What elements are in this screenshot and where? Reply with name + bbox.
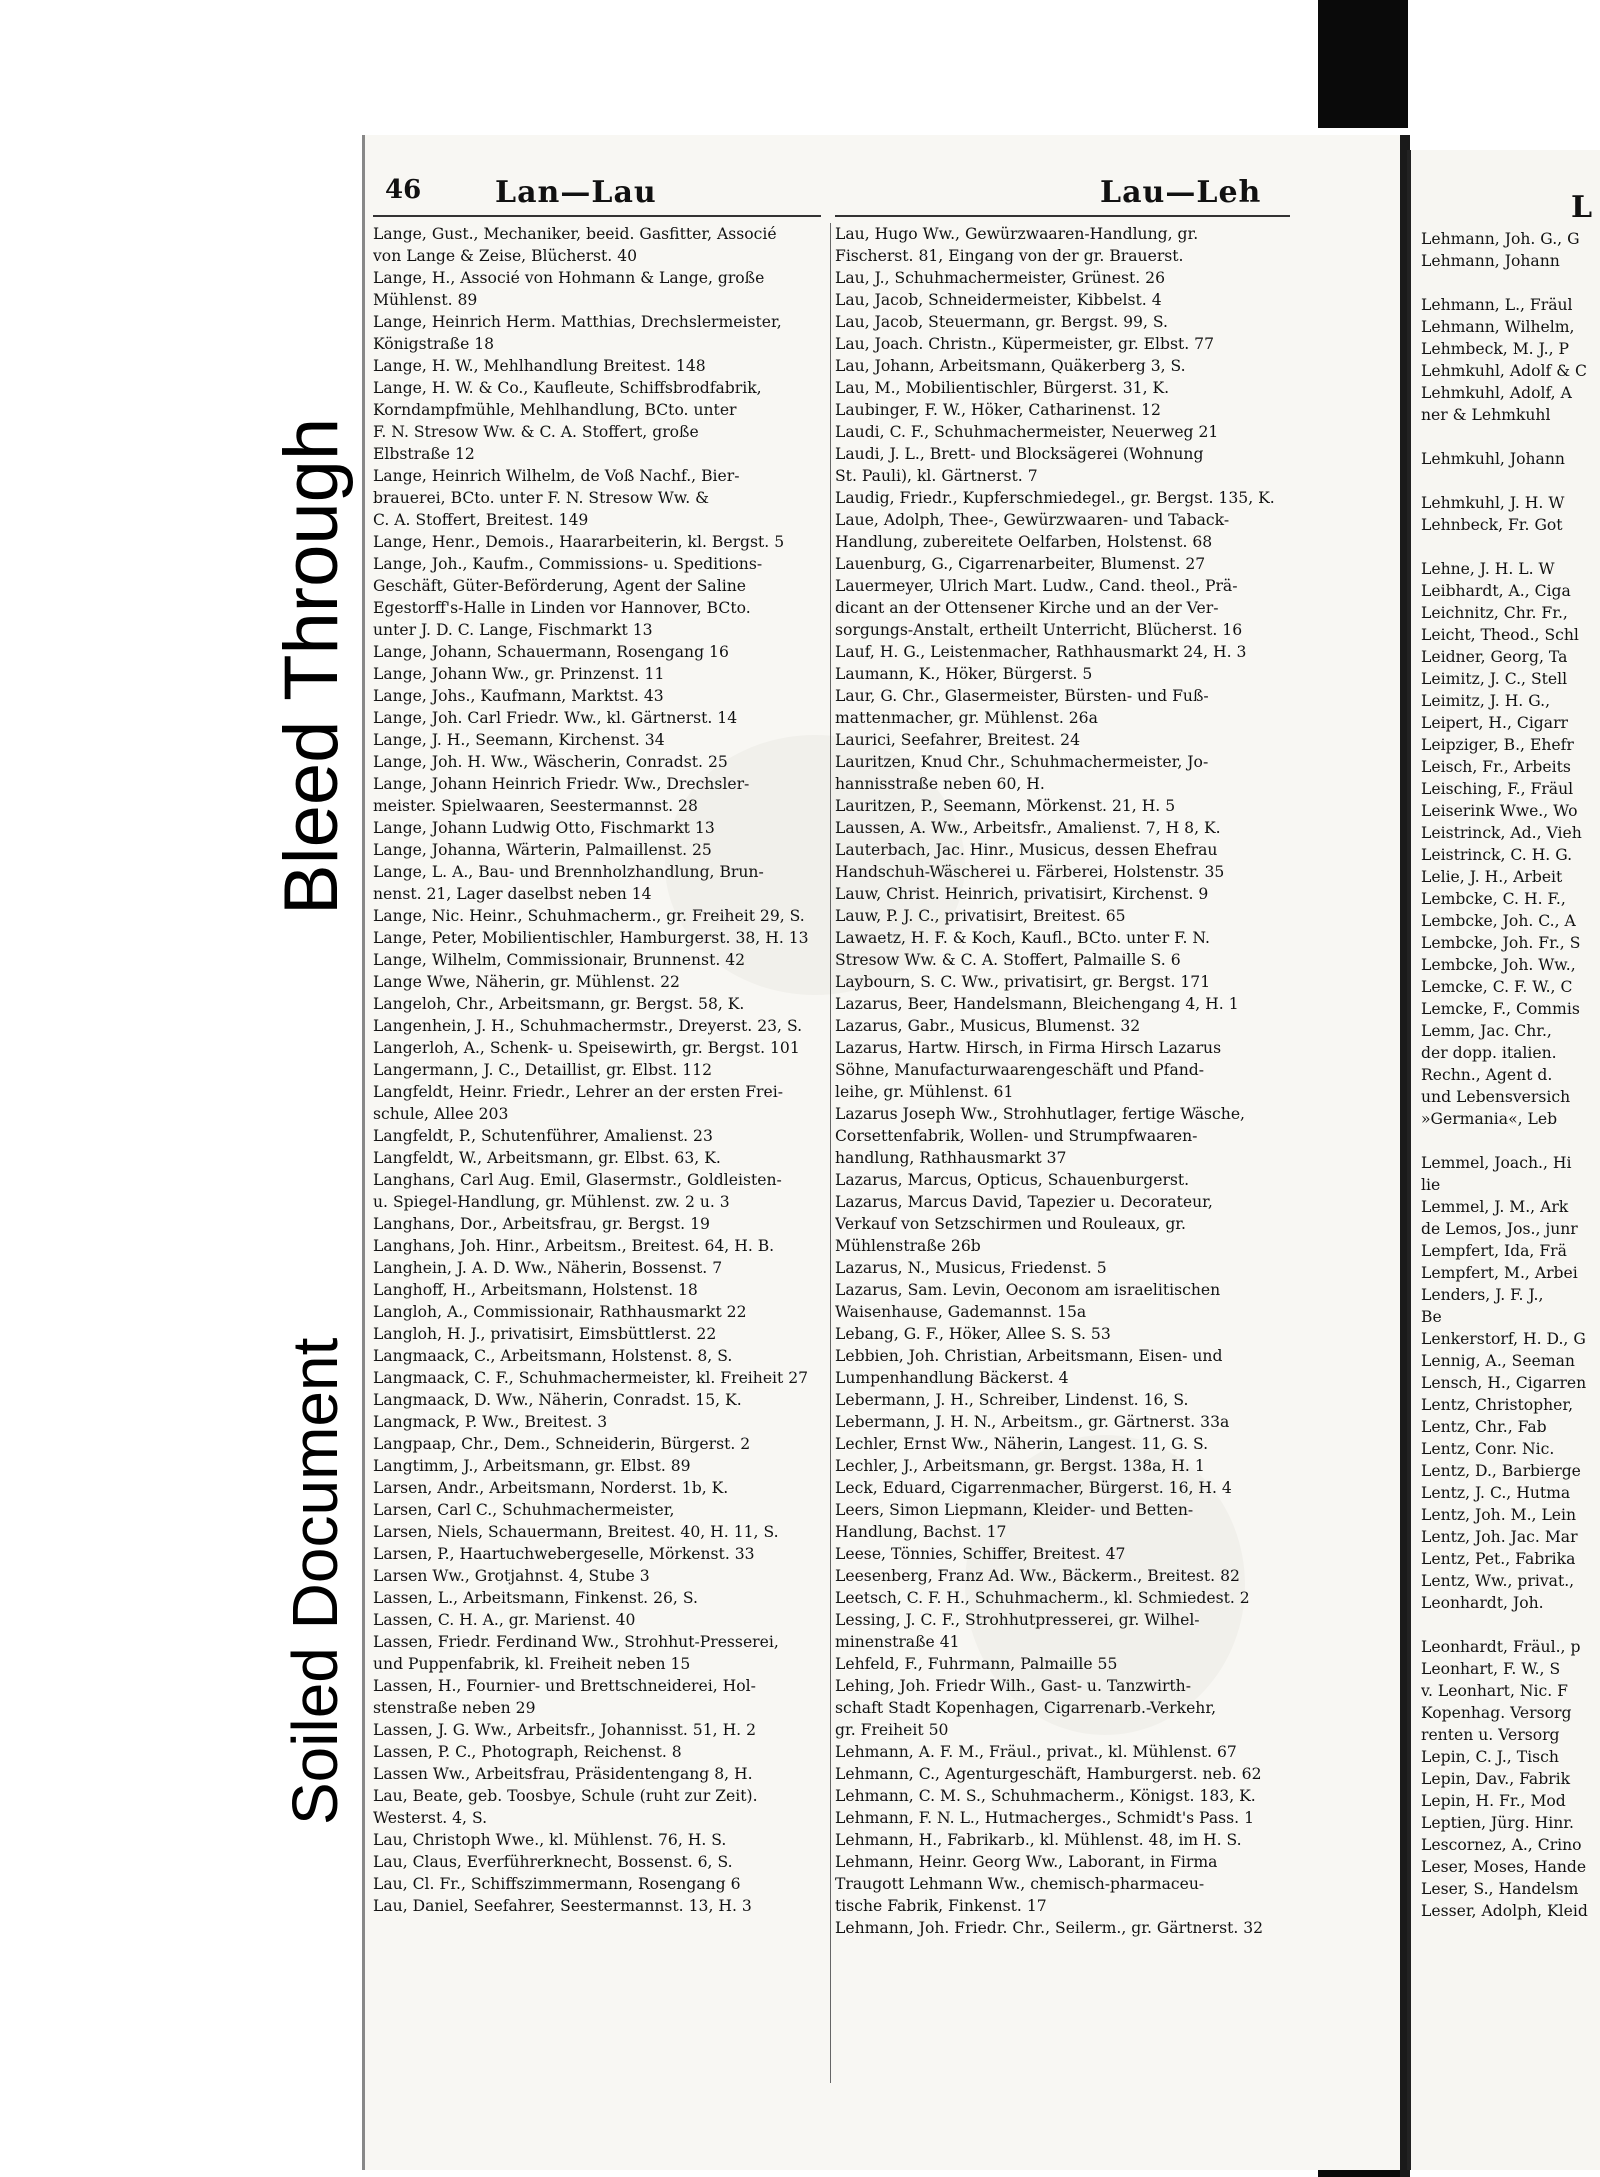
directory-entry-line: u. Spiegel-Handlung, gr. Mühlenst. zw. 2 u. 3 bbox=[373, 1193, 730, 1211]
directory-entry-line: Lehmann, Wilhelm, bbox=[1421, 318, 1575, 336]
running-header-right: Lau—Leh bbox=[1100, 175, 1262, 210]
directory-entry-line: Langhans, Carl Aug. Emil, Glasermstr., Goldleisten- bbox=[373, 1171, 782, 1189]
directory-entry-line: dicant an der Ottensener Kirche und an der Ver- bbox=[835, 599, 1219, 617]
directory-entry-line: Lemcke, F., Commis bbox=[1421, 1000, 1580, 1018]
directory-entry-line: Lembcke, Joh. C., A bbox=[1421, 912, 1576, 930]
directory-entry-line: Lau, Cl. Fr., Schiffszimmermann, Rosengang 6 bbox=[373, 1875, 741, 1893]
directory-entry-line: Laur, G. Chr., Glasermeister, Bürsten- und Fuß- bbox=[835, 687, 1209, 705]
directory-entry-line: Lange, Johanna, Wärterin, Palmaillenst. 25 bbox=[373, 841, 712, 859]
directory-entry-line: Lauw, Christ. Heinrich, privatisirt, Kirchenst. 9 bbox=[835, 885, 1209, 903]
directory-entry-line: Leesenberg, Franz Ad. Ww., Bäckerm., Breitest. 82 bbox=[835, 1567, 1240, 1585]
directory-entry-line: Lessing, J. C. F., Strohhutpresserei, gr. Wilhel- bbox=[835, 1611, 1200, 1629]
directory-entry-line: Lehmkuhl, Adolf & C bbox=[1421, 362, 1587, 380]
directory-entry-line: Lassen, J. G. Ww., Arbeitsfr., Johannisst. 51, H. 2 bbox=[373, 1721, 756, 1739]
directory-entry-line: C. A. Stoffert, Breitest. 149 bbox=[373, 511, 589, 529]
directory-entry-line bbox=[1421, 1614, 1600, 1636]
directory-entry-line: Lepin, Dav., Fabrik bbox=[1421, 1770, 1571, 1788]
directory-entry-line: Leiserink Wwe., Wo bbox=[1421, 802, 1578, 820]
directory-entry-line: Lange, Johann Ludwig Otto, Fischmarkt 13 bbox=[373, 819, 715, 837]
directory-entry-line: Lehmann, Joh. Friedr. Chr., Seilerm., gr. Gärtnerst. 32 bbox=[835, 1919, 1264, 1937]
directory-entry-line: Lepin, C. J., Tisch bbox=[1421, 1748, 1559, 1766]
directory-entry-line: Lau, J., Schuhmachermeister, Grünest. 26 bbox=[835, 269, 1166, 287]
directory-entry-line: Leisching, F., Fräul bbox=[1421, 780, 1574, 798]
directory-entry-line: Lange, Joh. Carl Friedr. Ww., kl. Gärtnerst. 14 bbox=[373, 709, 738, 727]
adjacent-page-fragment bbox=[1407, 150, 1600, 2170]
directory-entry-line: hannisstraße neben 60, H. bbox=[835, 775, 1045, 793]
directory-entry-line: Lazarus, Sam. Levin, Oeconom am israelitischen bbox=[835, 1281, 1221, 1299]
directory-entry-line: Lazarus, Hartw. Hirsch, in Firma Hirsch Lazarus bbox=[835, 1039, 1222, 1057]
directory-entry-line: lie bbox=[1421, 1176, 1441, 1194]
directory-entry-line: brauerei, BCto. unter F. N. Stresow Ww. & bbox=[373, 489, 710, 507]
directory-entry-line: Handlung, zubereitete Oelfarben, Holstenst. 68 bbox=[835, 533, 1213, 551]
directory-entry-line: Leese, Tönnies, Schiffer, Breitest. 47 bbox=[835, 1545, 1126, 1563]
side-label-panel bbox=[0, 0, 360, 2177]
directory-entry-line: Leck, Eduard, Cigarrenmacher, Bürgerst. 16, H. 4 bbox=[835, 1479, 1232, 1497]
directory-entry-line: Lassen, Friedr. Ferdinand Ww., Strohhut-Presserei, bbox=[373, 1633, 779, 1651]
directory-entry-line: Lemm, Jac. Chr., bbox=[1421, 1022, 1552, 1040]
directory-entry-line: tische Fabrik, Finkenst. 17 bbox=[835, 1897, 1047, 1915]
directory-entry-line: Laudi, C. F., Schuhmachermeister, Neuerweg 21 bbox=[835, 423, 1219, 441]
directory-entry-line: Lehne, J. H. L. W bbox=[1421, 560, 1555, 578]
directory-entry-line: Laubinger, F. W., Höker, Catharinenst. 12 bbox=[835, 401, 1161, 419]
directory-entry-line: Lau, Joach. Christn., Küpermeister, gr. Elbst. 77 bbox=[835, 335, 1215, 353]
directory-entry-line bbox=[1421, 470, 1600, 492]
directory-entry-line: Lehfeld, F., Fuhrmann, Palmaille 55 bbox=[835, 1655, 1118, 1673]
page-number: 46 bbox=[385, 175, 422, 205]
directory-entry-line: Lehnbeck, Fr. Got bbox=[1421, 516, 1563, 534]
directory-entry-line: Lentz, Conr. Nic. bbox=[1421, 1440, 1555, 1458]
directory-entry-line: Lau, Jacob, Schneidermeister, Kibbelst. 4 bbox=[835, 291, 1162, 309]
directory-entry-line: Lauritzen, Knud Chr., Schuhmachermeister, Jo- bbox=[835, 753, 1209, 771]
directory-entry-line: Larsen Ww., Grotjahnst. 4, Stube 3 bbox=[373, 1567, 650, 1585]
directory-entry-line: Lentz, Joh. Jac. Mar bbox=[1421, 1528, 1578, 1546]
directory-entry-line: Laussen, A. Ww., Arbeitsfr., Amalienst. 7, H 8, K. bbox=[835, 819, 1221, 837]
directory-entry-line: Lauritzen, P., Seemann, Mörkenst. 21, H. 5 bbox=[835, 797, 1176, 815]
directory-entry-line: Lehmann, H., Fabrikarb., kl. Mühlenst. 48, im H. S. bbox=[835, 1831, 1242, 1849]
directory-entry-line: Lehmann, C., Agenturgeschäft, Hamburgerst. neb. 62 bbox=[835, 1765, 1262, 1783]
gutter-shadow-top bbox=[1318, 0, 1408, 128]
directory-entry-line: Langmaack, D. Ww., Näherin, Conradst. 15, K. bbox=[373, 1391, 742, 1409]
directory-entry-line: Lensch, H., Cigarren bbox=[1421, 1374, 1587, 1392]
directory-entry-line: Lebermann, J. H., Schreiber, Lindenst. 16, S. bbox=[835, 1391, 1189, 1409]
directory-entry-line: Lazarus, Gabr., Musicus, Blumenst. 32 bbox=[835, 1017, 1141, 1035]
directory-entry-line: Lau, Daniel, Seefahrer, Seestermannst. 13, H. 3 bbox=[373, 1897, 752, 1915]
directory-entry-line: Waisenhause, Gademannst. 15a bbox=[835, 1303, 1087, 1321]
directory-entry-line: Lauf, H. G., Leistenmacher, Rathhausmarkt 24, H. 3 bbox=[835, 643, 1247, 661]
directory-entry-line: Lentz, D., Barbierge bbox=[1421, 1462, 1581, 1480]
directory-entry-line: Lange, Joh., Kaufm., Commissions- u. Speditions- bbox=[373, 555, 763, 573]
directory-entry-line: Langhoff, H., Arbeitsmann, Holstenst. 18 bbox=[373, 1281, 698, 1299]
directory-entry-line: Westerst. 4, S. bbox=[373, 1809, 488, 1827]
directory-entry-line: Lassen, L., Arbeitsmann, Finkenst. 26, S. bbox=[373, 1589, 698, 1607]
directory-entry-line: Langhans, Joh. Hinr., Arbeitsm., Breitest. 64, H. B. bbox=[373, 1237, 775, 1255]
directory-entry-line: Lange, H. W. & Co., Kaufleute, Schiffsbrodfabrik, bbox=[373, 379, 762, 397]
directory-entry-line: Lehmann, L., Fräul bbox=[1421, 296, 1573, 314]
directory-entry-line: Lange, Heinrich Herm. Matthias, Drechslermeister, bbox=[373, 313, 782, 331]
directory-entry-line: Lenkerstorf, H. D., G bbox=[1421, 1330, 1586, 1348]
directory-entry-line: Lembcke, Joh. Ww., bbox=[1421, 956, 1576, 974]
directory-entry-line: minenstraße 41 bbox=[835, 1633, 960, 1651]
directory-entry-line: leihe, gr. Mühlenst. 61 bbox=[835, 1083, 1014, 1101]
directory-entry-line: Leetsch, C. F. H., Schuhmacherm., kl. Schmiedest. 2 bbox=[835, 1589, 1250, 1607]
directory-entry-line: F. N. Stresow Ww. & C. A. Stoffert, große bbox=[373, 423, 699, 441]
directory-entry-line: gr. Freiheit 50 bbox=[835, 1721, 949, 1739]
column-right bbox=[1421, 228, 1600, 1922]
directory-entry-line: Leistrinck, Ad., Vieh bbox=[1421, 824, 1582, 842]
directory-entry-line: Langfeldt, Heinr. Friedr., Lehrer an der ersten Frei- bbox=[373, 1083, 783, 1101]
directory-entry-line: Egestorff's-Halle in Linden vor Hannover, BCto. bbox=[373, 599, 751, 617]
directory-entry-line bbox=[1421, 426, 1600, 448]
directory-entry-line: Leichnitz, Chr. Fr., bbox=[1421, 604, 1568, 622]
directory-entry-line: Lassen, C. H. A., gr. Marienst. 40 bbox=[373, 1611, 636, 1629]
directory-entry-line: Laudi, J. L., Brett- und Blocksägerei (Wohnung bbox=[835, 445, 1204, 463]
directory-entry-line: Leipziger, B., Ehefr bbox=[1421, 736, 1574, 754]
column-left bbox=[373, 223, 826, 1917]
directory-page bbox=[362, 135, 1403, 2170]
directory-entry-line: Lennig, A., Seeman bbox=[1421, 1352, 1575, 1370]
directory-entry-line bbox=[1421, 536, 1600, 558]
directory-entry-line: Korndampfmühle, Mehlhandlung, BCto. unter bbox=[373, 401, 737, 419]
directory-entry-line: stenstraße neben 29 bbox=[373, 1699, 536, 1717]
directory-entry-line: Lesser, Adolph, Kleid bbox=[1421, 1902, 1588, 1920]
directory-entry-line: Lange, Nic. Heinr., Schuhmacherm., gr. Freiheit 29, S. bbox=[373, 907, 805, 925]
directory-entry-line: Lau, Christoph Wwe., kl. Mühlenst. 76, H. S. bbox=[373, 1831, 727, 1849]
directory-entry-line: Lau, Johann, Arbeitsmann, Quäkerberg 3, S. bbox=[835, 357, 1186, 375]
directory-entry-line: unter J. D. C. Lange, Fischmarkt 13 bbox=[373, 621, 653, 639]
directory-entry-line: Lange, Johann Heinrich Friedr. Ww., Drechsler- bbox=[373, 775, 750, 793]
directory-entry-line: Lazarus Joseph Ww., Strohhutlager, fertige Wäsche, bbox=[835, 1105, 1246, 1123]
column-separator bbox=[830, 223, 831, 2083]
directory-entry-line: Stresow Ww. & C. A. Stoffert, Palmaille S. 6 bbox=[835, 951, 1181, 969]
running-header-left: Lan—Lau bbox=[495, 175, 657, 210]
directory-entry-line: Lembcke, C. H. F., bbox=[1421, 890, 1566, 908]
directory-entry-line: Lebbien, Joh. Christian, Arbeitsmann, Eisen- und bbox=[835, 1347, 1223, 1365]
directory-entry-line: Leimitz, J. H. G., bbox=[1421, 692, 1551, 710]
directory-entry-line: Lange, J. H., Seemann, Kirchenst. 34 bbox=[373, 731, 665, 749]
directory-entry-line: Lazarus, N., Musicus, Friedenst. 5 bbox=[835, 1259, 1107, 1277]
directory-entry-line: Lau, M., Mobilientischler, Bürgerst. 31, K. bbox=[835, 379, 1170, 397]
directory-entry-line: Be bbox=[1421, 1308, 1442, 1326]
directory-entry-line: Lehmkuhl, J. H. W bbox=[1421, 494, 1565, 512]
directory-entry-line: Leser, S., Handelsm bbox=[1421, 1880, 1579, 1898]
directory-entry-line: Lange, H. W., Mehlhandlung Breitest. 148 bbox=[373, 357, 706, 375]
directory-entry-line: Langloh, A., Commissionair, Rathhausmarkt 22 bbox=[373, 1303, 747, 1321]
directory-entry-line: Lazarus, Marcus, Opticus, Schauenburgerst. bbox=[835, 1171, 1190, 1189]
directory-entry-line: Lepin, H. Fr., Mod bbox=[1421, 1792, 1566, 1810]
directory-entry-line: Laumann, K., Höker, Bürgerst. 5 bbox=[835, 665, 1093, 683]
directory-entry-line: Lempfert, Ida, Frä bbox=[1421, 1242, 1567, 1260]
column-middle bbox=[835, 223, 1290, 1939]
directory-entry-line: Lehmann, F. N. L., Hutmacherges., Schmidt's Pass. 1 bbox=[835, 1809, 1254, 1827]
directory-entry-line: Larsen, Andr., Arbeitsmann, Norderst. 1b, K. bbox=[373, 1479, 729, 1497]
directory-entry-line: Lawaetz, H. F. & Koch, Kaufl., BCto. unter F. N. bbox=[835, 929, 1211, 947]
directory-entry-line: ner & Lehmkuhl bbox=[1421, 406, 1551, 424]
directory-entry-line: Lehmann, Heinr. Georg Ww., Laborant, in Firma bbox=[835, 1853, 1218, 1871]
directory-entry-line: Lange, Johann, Schauermann, Rosengang 16 bbox=[373, 643, 729, 661]
directory-entry-line: Lelie, J. H., Arbeit bbox=[1421, 868, 1563, 886]
directory-entry-line: Lebermann, J. H. N., Arbeitsm., gr. Gärtnerst. 33a bbox=[835, 1413, 1230, 1431]
directory-entry-line: Lechler, J., Arbeitsmann, gr. Bergst. 138a, H. 1 bbox=[835, 1457, 1205, 1475]
directory-entry-line: Laue, Adolph, Thee-, Gewürzwaaren- und Taback- bbox=[835, 511, 1230, 529]
directory-entry-line: Lazarus, Marcus David, Tapezier u. Decorateur, bbox=[835, 1193, 1213, 1211]
directory-entry-line: Lange, Gust., Mechaniker, beeid. Gasfitter, Associé bbox=[373, 225, 777, 243]
directory-entry-line: Lehmkuhl, Johann bbox=[1421, 450, 1565, 468]
directory-entry-line: mattenmacher, gr. Mühlenst. 26a bbox=[835, 709, 1098, 727]
directory-entry-line: Lange, Henr., Demois., Haararbeiterin, kl. Bergst. 5 bbox=[373, 533, 785, 551]
directory-entry-line: Lentz, Pet., Fabrika bbox=[1421, 1550, 1576, 1568]
directory-entry-line: Leicht, Theod., Schl bbox=[1421, 626, 1579, 644]
directory-entry-line: Mühlenst. 89 bbox=[373, 291, 478, 309]
directory-entry-line: Traugott Lehmann Ww., chemisch-pharmaceu- bbox=[835, 1875, 1205, 1893]
directory-entry-line: Lentz, J. C., Hutma bbox=[1421, 1484, 1571, 1502]
header-rule-left bbox=[373, 215, 821, 217]
directory-entry-line: Fischerst. 81, Eingang von der gr. Brauerst. bbox=[835, 247, 1184, 265]
directory-entry-line: Langfeldt, W., Arbeitsmann, gr. Elbst. 63, K. bbox=[373, 1149, 721, 1167]
bleed-through-label: Bleed Through bbox=[269, 417, 354, 915]
directory-entry-line: Lassen, P. C., Photograph, Reichenst. 8 bbox=[373, 1743, 682, 1761]
directory-entry-line: »Germania«, Leb bbox=[1421, 1110, 1558, 1128]
directory-entry-line: Lehing, Joh. Friedr Wilh., Gast- u. Tanzwirth- bbox=[835, 1677, 1191, 1695]
directory-entry-line: Langeloh, Chr., Arbeitsmann, gr. Bergst. 58, K. bbox=[373, 995, 745, 1013]
directory-entry-line: Lange, Johs., Kaufmann, Marktst. 43 bbox=[373, 687, 664, 705]
directory-entry-line: Langhans, Dor., Arbeitsfrau, gr. Bergst. 19 bbox=[373, 1215, 710, 1233]
directory-entry-line: Lehmann, C. M. S., Schuhmacherm., Königst. 183, K. bbox=[835, 1787, 1256, 1805]
directory-entry-line: Königstraße 18 bbox=[373, 335, 495, 353]
directory-entry-line: Larsen, P., Haartuchwebergeselle, Mörkenst. 33 bbox=[373, 1545, 755, 1563]
directory-entry-line: Lebang, G. F., Höker, Allee S. S. 53 bbox=[835, 1325, 1111, 1343]
directory-entry-line: Lehmann, Johann bbox=[1421, 252, 1560, 270]
directory-entry-line: Lentz, Christopher, bbox=[1421, 1396, 1574, 1414]
directory-entry-line: Larsen, Carl C., Schuhmachermeister, bbox=[373, 1501, 675, 1519]
directory-entry-line: Lauw, P. J. C., privatisirt, Breitest. 65 bbox=[835, 907, 1126, 925]
directory-entry-line: Leisch, Fr., Arbeits bbox=[1421, 758, 1571, 776]
directory-entry-line: Leonhardt, Joh. bbox=[1421, 1594, 1544, 1612]
directory-entry-line: und Puppenfabrik, kl. Freiheit neben 15 bbox=[373, 1655, 691, 1673]
directory-entry-line: schule, Allee 203 bbox=[373, 1105, 509, 1123]
directory-entry-line: Lau, Claus, Everführerknecht, Bossenst. 6, S. bbox=[373, 1853, 733, 1871]
directory-entry-line: Lehmann, A. F. M., Fräul., privat., kl. Mühlenst. 67 bbox=[835, 1743, 1237, 1761]
directory-entry-line: Elbstraße 12 bbox=[373, 445, 475, 463]
directory-entry-line: Lescornez, A., Crino bbox=[1421, 1836, 1582, 1854]
directory-entry-line: Lempfert, M., Arbei bbox=[1421, 1264, 1578, 1282]
header-rule-right bbox=[835, 215, 1290, 217]
directory-entry-line: Langfeldt, P., Schutenführer, Amalienst. 23 bbox=[373, 1127, 713, 1145]
directory-entry-line: Lehmann, Joh. G., G bbox=[1421, 230, 1580, 248]
directory-entry-line: Lazarus, Beer, Handelsmann, Bleichengang 4, H. 1 bbox=[835, 995, 1239, 1013]
directory-entry-line: Lange, Johann Ww., gr. Prinzenst. 11 bbox=[373, 665, 665, 683]
directory-entry-line: nenst. 21, Lager daselbst neben 14 bbox=[373, 885, 652, 903]
directory-entry-line: Lange, Joh. H. Ww., Wäscherin, Conradst. 25 bbox=[373, 753, 728, 771]
directory-entry-line: renten u. Versorg bbox=[1421, 1726, 1560, 1744]
directory-entry-line: Lemmel, J. M., Ark bbox=[1421, 1198, 1569, 1216]
directory-entry-line: Lauermeyer, Ulrich Mart. Ludw., Cand. theol., Prä- bbox=[835, 577, 1238, 595]
directory-entry-line: Langmaack, C., Arbeitsmann, Holstenst. 8, S. bbox=[373, 1347, 733, 1365]
directory-entry-line: Lenders, J. F. J., bbox=[1421, 1286, 1544, 1304]
directory-entry-line: v. Leonhart, Nic. F bbox=[1421, 1682, 1568, 1700]
directory-entry-line: Langermann, J. C., Detaillist, gr. Elbst. 112 bbox=[373, 1061, 713, 1079]
directory-entry-line: Lau, Jacob, Steuermann, gr. Bergst. 99, S. bbox=[835, 313, 1168, 331]
running-header-far-right: L bbox=[1571, 190, 1593, 225]
directory-entry-line: meister. Spielwaaren, Seestermannst. 28 bbox=[373, 797, 698, 815]
directory-entry-line: Lauterbach, Jac. Hinr., Musicus, dessen Ehefrau bbox=[835, 841, 1218, 859]
directory-entry-line: Rechn., Agent d. bbox=[1421, 1066, 1553, 1084]
directory-entry-line bbox=[1421, 1130, 1600, 1152]
directory-entry-line: de Lemos, Jos., junr bbox=[1421, 1220, 1578, 1238]
directory-entry-line: Geschäft, Güter-Beförderung, Agent der Saline bbox=[373, 577, 746, 595]
directory-entry-line: und Lebensversich bbox=[1421, 1088, 1571, 1106]
directory-entry-line: Langpaap, Chr., Dem., Schneiderin, Bürgerst. 2 bbox=[373, 1435, 751, 1453]
directory-entry-line: schaft Stadt Kopenhagen, Cigarrenarb.-Verkehr, bbox=[835, 1699, 1217, 1717]
directory-entry-line: Leidner, Georg, Ta bbox=[1421, 648, 1568, 666]
directory-entry-line: Lau, Hugo Ww., Gewürzwaaren-Handlung, gr. bbox=[835, 225, 1199, 243]
directory-entry-line: Leipert, H., Cigarr bbox=[1421, 714, 1568, 732]
directory-entry-line: Handlung, Bachst. 17 bbox=[835, 1523, 1007, 1541]
directory-entry-line: Larsen, Niels, Schauermann, Breitest. 40, H. 11, S. bbox=[373, 1523, 779, 1541]
directory-entry-line: Lau, Beate, geb. Toosbye, Schule (ruht zur Zeit). bbox=[373, 1787, 758, 1805]
directory-entry-line: Kopenhag. Versorg bbox=[1421, 1704, 1572, 1722]
directory-entry-line: Handschuh-Wäscherei u. Färberei, Holstenstr. 35 bbox=[835, 863, 1225, 881]
directory-entry-line: Lange, Peter, Mobilientischler, Hamburgerst. 38, H. 13 bbox=[373, 929, 809, 947]
directory-entry-line: Leistrinck, C. H. G. bbox=[1421, 846, 1573, 864]
directory-entry-line: Verkauf von Setzschirmen und Rouleaux, gr. bbox=[835, 1215, 1186, 1233]
directory-entry-line: sorgungs-Anstalt, ertheilt Unterricht, Blücherst. 16 bbox=[835, 621, 1243, 639]
directory-entry-line: Lange, L. A., Bau- und Brennholzhandlung, Brun- bbox=[373, 863, 764, 881]
directory-entry-line: von Lange & Zeise, Blücherst. 40 bbox=[373, 247, 638, 265]
directory-entry-line: Leimitz, J. C., Stell bbox=[1421, 670, 1568, 688]
directory-entry-line: Lentz, Ww., privat., bbox=[1421, 1572, 1575, 1590]
directory-entry-line: Lemcke, C. F. W., C bbox=[1421, 978, 1573, 996]
directory-entry-line: handlung, Rathhausmarkt 37 bbox=[835, 1149, 1067, 1167]
directory-entry-line: Langenhein, J. H., Schuhmachermstr., Dreyerst. 23, S. bbox=[373, 1017, 803, 1035]
directory-entry-line: Lassen, H., Fournier- und Brettschneiderei, Hol- bbox=[373, 1677, 756, 1695]
directory-entry-line: Langmack, P. Ww., Breitest. 3 bbox=[373, 1413, 608, 1431]
directory-entry-line: Leers, Simon Liepmann, Kleider- und Betten- bbox=[835, 1501, 1194, 1519]
directory-entry-line: Leser, Moses, Hande bbox=[1421, 1858, 1587, 1876]
directory-entry-line: der dopp. italien. bbox=[1421, 1044, 1557, 1062]
directory-entry-line: Laudig, Friedr., Kupferschmiedegel., gr. Bergst. 135, K. bbox=[835, 489, 1275, 507]
directory-entry-line: Lembcke, Joh. Fr., S bbox=[1421, 934, 1581, 952]
directory-entry-line: St. Pauli), kl. Gärtnerst. 7 bbox=[835, 467, 1038, 485]
directory-entry-line: Lumpenhandlung Bäckerst. 4 bbox=[835, 1369, 1069, 1387]
directory-entry-line: Mühlenstraße 26b bbox=[835, 1237, 981, 1255]
directory-entry-line: Lange, Wilhelm, Commissionair, Brunnenst. 42 bbox=[373, 951, 746, 969]
directory-entry-line: Lange Wwe, Näherin, gr. Mühlenst. 22 bbox=[373, 973, 680, 991]
directory-entry-line: Langtimm, J., Arbeitsmann, gr. Elbst. 89 bbox=[373, 1457, 691, 1475]
directory-entry-line: Lauenburg, G., Cigarrenarbeiter, Blumenst. 27 bbox=[835, 555, 1206, 573]
directory-entry-line: Lehmbeck, M. J., P bbox=[1421, 340, 1570, 358]
directory-entry-line: Söhne, Manufacturwaarengeschäft und Pfand- bbox=[835, 1061, 1205, 1079]
directory-entry-line: Leonhart, F. W., S bbox=[1421, 1660, 1561, 1678]
directory-entry-line: Laurici, Seefahrer, Breitest. 24 bbox=[835, 731, 1081, 749]
directory-entry-line: Lassen Ww., Arbeitsfrau, Präsidentengang 8, H. bbox=[373, 1765, 753, 1783]
directory-entry-line: Langerloh, A., Schenk- u. Speisewirth, gr. Bergst. 101 bbox=[373, 1039, 800, 1057]
directory-entry-line: Leptien, Jürg. Hinr. bbox=[1421, 1814, 1574, 1832]
directory-entry-line: Lentz, Chr., Fab bbox=[1421, 1418, 1547, 1436]
directory-entry-line: Lehmkuhl, Adolf, A bbox=[1421, 384, 1572, 402]
directory-entry-line: Lange, Heinrich Wilhelm, de Voß Nachf., Bier- bbox=[373, 467, 740, 485]
directory-entry-line: Langmaack, C. F., Schuhmachermeister, kl. Freiheit 27 bbox=[373, 1369, 809, 1387]
directory-entry-line: Langloh, H. J., privatisirt, Eimsbüttlerst. 22 bbox=[373, 1325, 717, 1343]
directory-entry-line: Leibhardt, A., Ciga bbox=[1421, 582, 1571, 600]
directory-entry-line: Lentz, Joh. M., Lein bbox=[1421, 1506, 1577, 1524]
directory-entry-line: Lange, H., Associé von Hohmann & Lange, große bbox=[373, 269, 765, 287]
directory-entry-line bbox=[1421, 272, 1600, 294]
directory-entry-line: Corsettenfabrik, Wollen- und Strumpfwaaren- bbox=[835, 1127, 1198, 1145]
directory-entry-line: Langhein, J. A. D. Ww., Näherin, Bossenst. 7 bbox=[373, 1259, 723, 1277]
directory-entry-line: Lemmel, Joach., Hi bbox=[1421, 1154, 1572, 1172]
directory-entry-line: Laybourn, S. C. Ww., privatisirt, gr. Bergst. 171 bbox=[835, 973, 1211, 991]
directory-entry-line: Leonhardt, Fräul., p bbox=[1421, 1638, 1581, 1656]
directory-entry-line: Lechler, Ernst Ww., Näherin, Langest. 11, G. S. bbox=[835, 1435, 1209, 1453]
soiled-document-label: Soiled Document bbox=[279, 1337, 351, 1825]
